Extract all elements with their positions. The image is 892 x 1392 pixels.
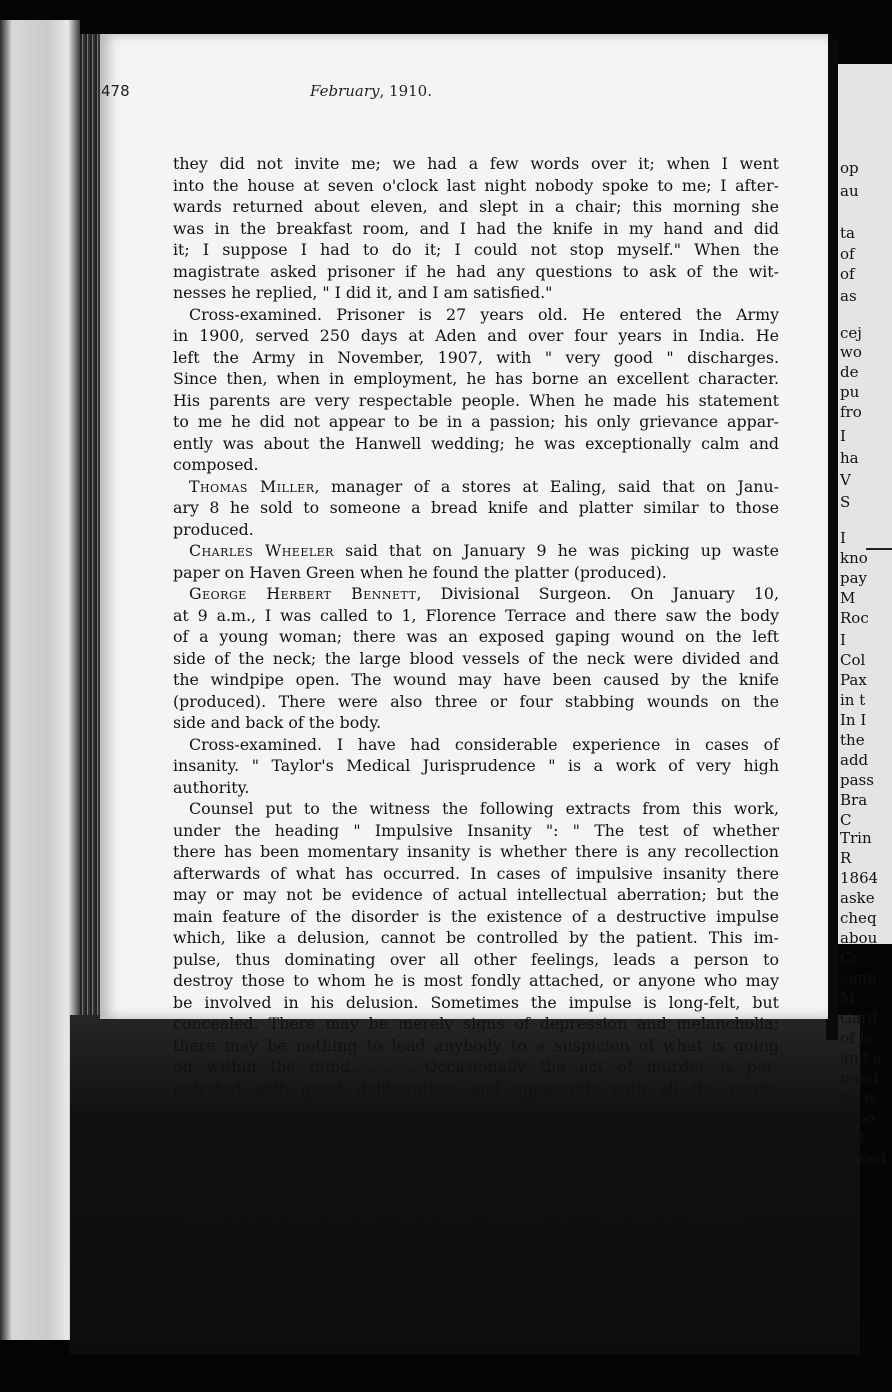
paragraph-charles-wheeler: [173, 540, 779, 583]
facing-page-line: ha: [840, 449, 859, 467]
text-line: (produced). There were also three or four stabbing wounds on the: [173, 691, 779, 711]
facing-page-line: Bra: [840, 791, 868, 809]
facing-page-line: In I: [840, 711, 867, 729]
paragraph-cross-examined-2: [173, 734, 779, 799]
paragraph-taylors-extract: [173, 798, 779, 1228]
text-line: side of the neck; the large blood vessels of the neck were divided and: [173, 648, 779, 668]
witness-name: Thomas Miller: [189, 476, 315, 496]
facing-page-line: in t: [840, 691, 866, 709]
text-line: be involved in his delusion. Sometimes the impulse is long-felt, but: [173, 992, 779, 1012]
facing-page-line: abou: [840, 929, 878, 947]
text-line: His parents are very respectable people. When he made his statement: [173, 390, 779, 410]
page-number: 478: [101, 82, 130, 100]
running-head: [310, 82, 432, 100]
text-line: left the Army in November, 1907, with " very good " discharges.: [173, 347, 779, 367]
text-line: of a young woman; there was an exposed gaping wound on the left: [173, 627, 779, 646]
running-head-year: , 1910.: [379, 82, 432, 100]
text-line: on within the mind. . . . Occasionally the act of murder is per-: [173, 1057, 779, 1076]
facing-page-line: Col: [840, 651, 866, 669]
witness-name: George Herbert Bennett: [189, 584, 417, 603]
facing-page-line: M: [840, 989, 856, 1007]
text-line: to me he did not appear to be in a passion; his only grievance appar-: [173, 412, 779, 431]
text-line: Counsel put to the witness the following extracts from this work,: [189, 799, 779, 818]
line-text: said that on January 9 he was picking up waste: [333, 541, 779, 560]
text-line: main feature of the disorder is the existence of a destructive impulse: [173, 906, 779, 926]
facing-page-line: 1864: [840, 869, 879, 887]
facing-page-line: Pax: [840, 671, 867, 689]
text-line: produced.: [173, 519, 254, 539]
paragraph-cross-examined-1: [173, 304, 779, 476]
text-line: authority.: [173, 777, 250, 797]
text-line: was in the breakfast room, and I had the knife in my hand and did: [173, 218, 779, 238]
facing-page-fragment: [838, 64, 892, 1167]
text-line: there may be nothing to lead anybody to a suspicion of what is going: [173, 1035, 779, 1055]
text-line: which, like a delusion, cannot be controlled by the patient. This im-: [173, 928, 779, 947]
text-line: nesses he replied, " I did it, and I am satisfied.": [173, 283, 553, 302]
facing-page-line: add: [840, 751, 869, 769]
facing-page-line: de: [840, 363, 859, 381]
facing-page-line: au: [840, 182, 859, 200]
text-line: composed.: [173, 455, 259, 474]
book-left-edge: [0, 20, 80, 1340]
facing-page-line: pay: [840, 569, 868, 587]
facing-page-line: Roc: [840, 609, 869, 627]
text-line: there has been momentary insanity is whether there is any recollection: [173, 842, 779, 861]
witness-name: Charles Wheeler: [189, 541, 334, 560]
facing-page-line: M: [840, 589, 856, 607]
facing-page-line: op: [840, 159, 859, 177]
text-line: afterwards of what has occurred. In cases of impulsive insanity there: [173, 863, 779, 883]
facing-page-line: cheq: [840, 909, 877, 927]
text-line: concealed. There may be merely signs of depression and melancholia;: [173, 1014, 779, 1033]
text-line: [173, 583, 779, 605]
text-line: they did not invite me; we had a few words over it; when I went: [173, 154, 779, 173]
facing-page-line: Trin: [840, 829, 872, 847]
facing-page-line: kno: [840, 549, 868, 567]
text-line: Cross-examined. Prisoner is 27 years old. He entered the Army: [189, 304, 779, 324]
text-line: reason is not infrequent in such cases of homicidal mania. An act of: [173, 1186, 779, 1205]
text-line: it; I suppose I had to do it; I could not stop myself." When the: [173, 240, 779, 259]
text-line: at 9 a.m., I was called to 1, Florence Terrace and there saw the body: [173, 605, 779, 625]
facing-page-line: I: [840, 529, 846, 547]
line-text: , Divisional Surgeon. On January 10,: [416, 584, 780, 603]
facing-page-line: duced: [840, 1149, 887, 1167]
facing-page-line: of la: [840, 1029, 874, 1047]
text-line: wards returned about eleven, and slept in a chair; this morning she: [173, 197, 779, 216]
facing-page-line: Cr: [840, 949, 859, 967]
line-text: , manager of a stores at Ealing, said that on Janu-: [314, 476, 779, 496]
facing-page-line: I: [840, 427, 846, 445]
running-head-month: February: [310, 82, 380, 100]
text-line: paper on Haven Green when he found the platter (produced).: [173, 562, 667, 582]
facing-page-line: cann: [840, 969, 877, 987]
facing-page-line: aske: [840, 889, 875, 907]
text-line: of sanity. . . . Of the existence of insanity in the common: [173, 1100, 779, 1119]
facing-page-line: mind: [840, 1069, 879, 1087]
facing-page-line: of: [840, 265, 855, 283]
facing-page-line: pu: [840, 383, 860, 401]
text-line: magistrate asked prisoner if he had any questions to ask of the wit-: [173, 261, 779, 281]
text-line: of the crime, there may be either no evidence whatever, or it may be: [173, 1143, 779, 1162]
paragraph-thomas-miller: [173, 476, 779, 541]
paragraph-statement: [173, 153, 779, 304]
facing-page-line: the: [840, 731, 865, 749]
text-line: petrated with great deliberation, and apparently with all the marks: [173, 1078, 779, 1098]
text-line: pulse, thus dominating over all other feelings, leads a person to: [173, 949, 779, 969]
text-line: in 1900, served 250 days at Aden and over four years in India. He: [173, 326, 779, 345]
facing-page-line: C: [840, 811, 852, 829]
facing-page-line: pass: [840, 771, 874, 789]
body-text: [173, 153, 779, 1228]
text-line: destroy those to whom he is most fondly attached, or anyone who may: [173, 971, 779, 990]
facing-page-line: Gard: [840, 1009, 878, 1027]
text-line: side and back of the body.: [173, 713, 382, 732]
text-line: into the house at seven o'clock last night nobody spoke to me; I after-: [173, 175, 779, 195]
text-line: may or may not be evidence of actual intellectual aberration; but the: [173, 885, 779, 904]
text-line: [173, 476, 779, 498]
facing-page-line: put: [840, 1129, 866, 1147]
text-line: violence is committed, and the patient appears as if relieved from some: [173, 1207, 748, 1227]
text-line: insanity. " Taylor's Medical Jurisprudence " is a work of very high: [173, 756, 779, 775]
text-line: Since then, when in employment, he has borne an excellent character.: [173, 369, 779, 388]
facing-page-rule: [866, 548, 892, 550]
facing-page-line: of: [840, 245, 855, 263]
text-line: ently was about the Hanwell wedding; he was exceptionally calm and: [173, 433, 779, 453]
text-line: under the heading " Impulsive Insanity ": " The test of whether: [173, 820, 779, 840]
facing-page-line: R: [840, 849, 852, 867]
facing-page-line: fro: [840, 403, 862, 421]
text-line: ary 8 he sold to someone a bread knife and platter similar to those: [173, 498, 779, 517]
text-line: [173, 540, 779, 562]
paragraph-george-bennett: [173, 583, 779, 734]
facing-page-line: wo: [840, 343, 862, 361]
text-line: Cross-examined. I have had considerable experience in cases of: [189, 734, 779, 754]
facing-page-line: S: [840, 493, 851, 511]
facing-page-line: I too: [840, 1109, 875, 1127]
text-line: so slight as not to amount to proof. . . . A sudden restoration to: [173, 1164, 779, 1184]
facing-page-line: and a: [840, 1049, 882, 1067]
text-line: or legal acceptance of the term, before and after the perpetration: [173, 1121, 779, 1141]
facing-page-line: I: [840, 631, 846, 649]
facing-page-line: ta: [840, 224, 855, 242]
facing-page-line: V: [840, 471, 851, 489]
facing-page-line: he w: [840, 1089, 877, 1107]
facing-page-line: as: [840, 287, 857, 305]
text-line: the windpipe open. The wound may have been caused by the knife: [173, 670, 779, 689]
facing-page-line: cej: [840, 324, 862, 342]
